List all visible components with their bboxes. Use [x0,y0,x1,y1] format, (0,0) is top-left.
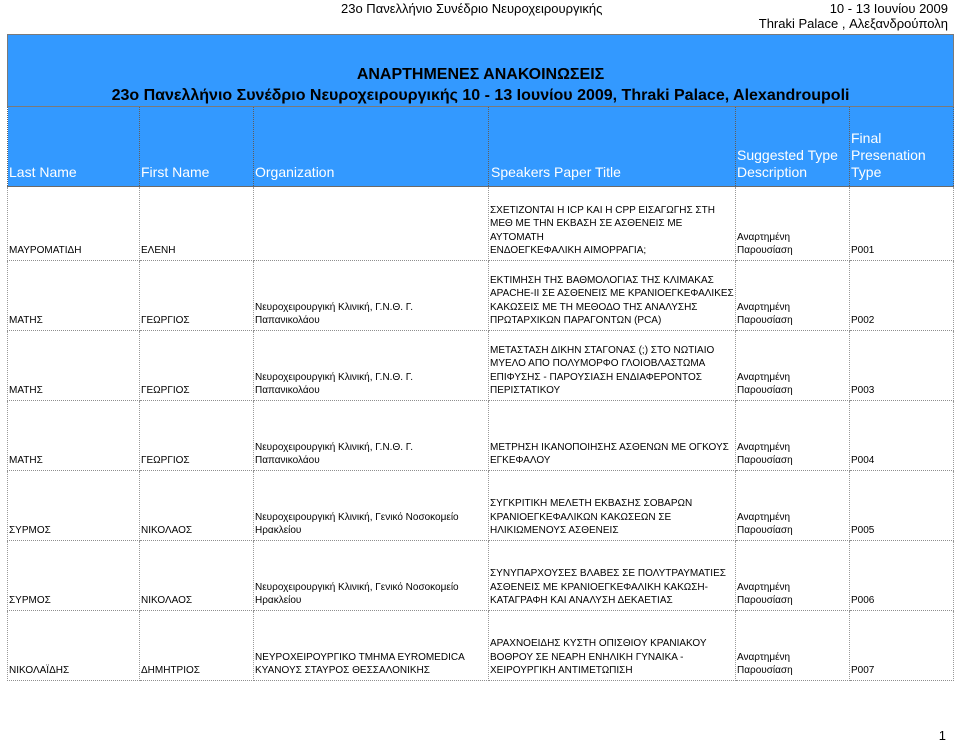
title-line-2: 23ο Πανελλήνιο Συνέδριο Νευροχειρουργικής 10 - 13 Ιουνίου 2009, Thraki Palace, Alexandroupoli [111,86,850,104]
cell-final-type: P006 [850,541,954,611]
cell-organization: ΝΕΥΡΟΧΕΙΡΟΥΡΓΙΚΟ ΤΜΗΜΑ EYROMEDICA ΚΥΑΝΟΥΣ ΣΤΑΥΡΟΣ ΘΕΣΣΑΛΟΝΙΚΗΣ [254,611,489,681]
page-header [0,0,960,32]
col-header-suggested-type: Suggested Type Description [736,107,850,187]
table-row [8,541,954,611]
title-row [8,35,954,107]
table-row [8,261,954,331]
cell-paper-title: ΜΕΤΡΗΣΗ ΙΚΑΝΟΠΟΙΗΣΗΣ ΑΣΘΕΝΩΝ ΜΕ ΟΓΚΟΥΣ ΕΓΚΕΦΑΛΟΥ [489,401,736,471]
table-row [8,471,954,541]
cell-paper-title: ΑΡΑΧΝΟΕΙΔΗΣ ΚΥΣΤΗ ΟΠΙΣΘΙΟΥ ΚΡΑΝΙΑΚΟΥ ΒΟΘΡΟΥ ΣΕ ΝΕΑΡΗ ΕΝΗΛΙΚΗ ΓΥΝΑΙΚΑ - ΧΕΙΡΟΥΡΓΙΚΗ ΑΝΤΙΜΕΤΩΠΙΣΗ [489,611,736,681]
col-header-final-type: Final Presenation Type [850,107,954,187]
cell-last-name: ΝΙΚΟΛΑΪΔΗΣ [8,611,140,681]
cell-first-name: ΓΕΩΡΓΙΟΣ [140,331,254,401]
table-title [8,35,954,107]
cell-organization: Νευροχειρουργική Κλινική, Γ.Ν.Θ. Γ. Παπανικολάου [254,401,489,471]
cell-first-name: ΝΙΚΟΛΑΟΣ [140,471,254,541]
col-header-paper-title: Speakers Paper Title [489,107,736,187]
cell-first-name: ΕΛΕΝΗ [140,187,254,261]
col-header-organization: Organization [254,107,489,187]
cell-first-name: ΝΙΚΟΛΑΟΣ [140,541,254,611]
posters-table [7,34,954,681]
cell-last-name: ΜΑΤΗΣ [8,401,140,471]
table-row [8,331,954,401]
col-header-first-name: First Name [140,107,254,187]
cell-last-name: ΣΥΡΜΟΣ [8,471,140,541]
header-conference: 23ο Πανελλήνιο Συνέδριο Νευροχειρουργικής [341,1,603,16]
cell-organization: Νευροχειρουργική Κλινική, Γενικό Νοσοκομείο Ηρακλείου [254,471,489,541]
cell-suggested-type: Αναρτημένη Παρουσίαση [736,471,850,541]
cell-first-name: ΔΗΜΗΤΡΙΟΣ [140,611,254,681]
table-row [8,611,954,681]
column-header-row [8,107,954,187]
table-row [8,187,954,261]
cell-suggested-type: Αναρτημένη Παρουσίαση [736,541,850,611]
cell-paper-title: ΣΧΕΤΙΖΟΝΤΑΙ Η ICP ΚΑΙ Η CPP ΕΙΣΑΓΩΓΗΣ ΣΤΗ ΜΕΘ ΜΕ ΤΗΝ ΕΚΒΑΣΗ ΣΕ ΑΣΘΕΝΕΙΣ ΜΕ ΑΥΤΟΜΑΤΗ ΕΝΔΟΕΓΚΕΦΑΛΙΚΗ ΑΙΜΟΡΡΑΓΙΑ; [489,187,736,261]
cell-last-name: ΣΥΡΜΟΣ [8,541,140,611]
title-line-1: ΑΝΑΡΤΗΜΕΝΕΣ ΑΝΑΚΟΙΝΩΣΕΙΣ [356,65,605,83]
cell-suggested-type: Αναρτημένη Παρουσίαση [736,401,850,471]
table-row [8,401,954,471]
cell-last-name: ΜΑΤΗΣ [8,331,140,401]
cell-organization: Νευροχειρουργική Κλινική, Γ.Ν.Θ. Γ. Παπανικολάου [254,331,489,401]
cell-final-type: P001 [850,187,954,261]
col-header-last-name: Last Name [8,107,140,187]
cell-paper-title: ΣΥΝΥΠΑΡΧΟΥΣΕΣ ΒΛΑΒΕΣ ΣΕ ΠΟΛΥΤΡΑΥΜΑΤΙΕΣ ΑΣΘΕΝΕΙΣ ΜΕ ΚΡΑΝΙΟΕΓΚΕΦΑΛΙΚΗ ΚΑΚΩΣΗ- ΚΑΤΑΓΡΑΦΗ ΚΑΙ ΑΝΑΛΥΣΗ ΔΕΚΑΕΤΙΑΣ [489,541,736,611]
cell-organization: Νευροχειρουργική Κλινική, Γενικό Νοσοκομείο Ηρακλείου [254,541,489,611]
cell-final-type: P004 [850,401,954,471]
cell-organization [254,187,489,261]
cell-last-name: ΜΑΥΡΟΜΑΤΙΔΗ [8,187,140,261]
cell-final-type: P003 [850,331,954,401]
cell-organization: Νευροχειρουργική Κλινική, Γ.Ν.Θ. Γ. Παπανικολάου [254,261,489,331]
cell-last-name: ΜΑΤΗΣ [8,261,140,331]
cell-first-name: ΓΕΩΡΓΙΟΣ [140,261,254,331]
cell-final-type: P002 [850,261,954,331]
cell-suggested-type: Αναρτημένη Παρουσίαση [736,261,850,331]
header-dates: 10 - 13 Ιουνίου 2009 [829,1,948,16]
cell-paper-title: ΣΥΓΚΡΙΤΙΚΗ ΜΕΛΕΤΗ ΕΚΒΑΣΗΣ ΣΟΒΑΡΩΝ ΚΡΑΝΙΟΕΓΚΕΦΑΛΙΚΩΝ ΚΑΚΩΣΕΩΝ ΣΕ ΗΛΙΚΙΩΜΕΝΟΥΣ ΑΣΘΕΝΕΙΣ [489,471,736,541]
cell-final-type: P005 [850,471,954,541]
page-number: 1 [938,728,946,743]
cell-first-name: ΓΕΩΡΓΙΟΣ [140,401,254,471]
cell-paper-title: ΜΕΤΑΣΤΑΣΗ ΔΙΚΗΝ ΣΤΑΓΟΝΑΣ (;) ΣΤΟ ΝΩΤΙΑΙΟ ΜΥΕΛΟ ΑΠΟ ΠΟΛΥΜΟΡΦΟ ΓΛΟΙΟΒΛΑΣΤΩΜΑ ΕΠΙΦΥΣΗΣ - ΠΑΡΟΥΣΙΑΣΗ ΕΝΔΙΑΦΕΡΟΝΤΟΣ ΠΕΡΙΣΤΑΤΙΚΟΥ [489,331,736,401]
cell-suggested-type: Αναρτημένη Παρουσίαση [736,187,850,261]
cell-final-type: P007 [850,611,954,681]
cell-suggested-type: Αναρτημένη Παρουσίαση [736,331,850,401]
cell-paper-title: ΕΚΤΙΜΗΣΗ ΤΗΣ ΒΑΘΜΟΛΟΓΙΑΣ ΤΗΣ ΚΛΙΜΑΚΑΣ APACHE-II ΣΕ ΑΣΘΕΝΕΙΣ ΜΕ ΚΡΑΝΙΟΕΓΚΕΦΑΛΙΚΕΣ ΚΑΚΩΣΕΙΣ ΜΕ ΤΗ ΜΕΘΟΔΟ ΤΗΣ ΑΝΑΛΥΣΗΣ ΠΡΩΤΑΡΧΙΚΩΝ ΠΑΡΑΓΟΝΤΩΝ (PCA) [489,261,736,331]
header-venue: Thraki Palace , Αλεξανδρούπολη [758,16,948,31]
cell-suggested-type: Αναρτημένη Παρουσίαση [736,611,850,681]
